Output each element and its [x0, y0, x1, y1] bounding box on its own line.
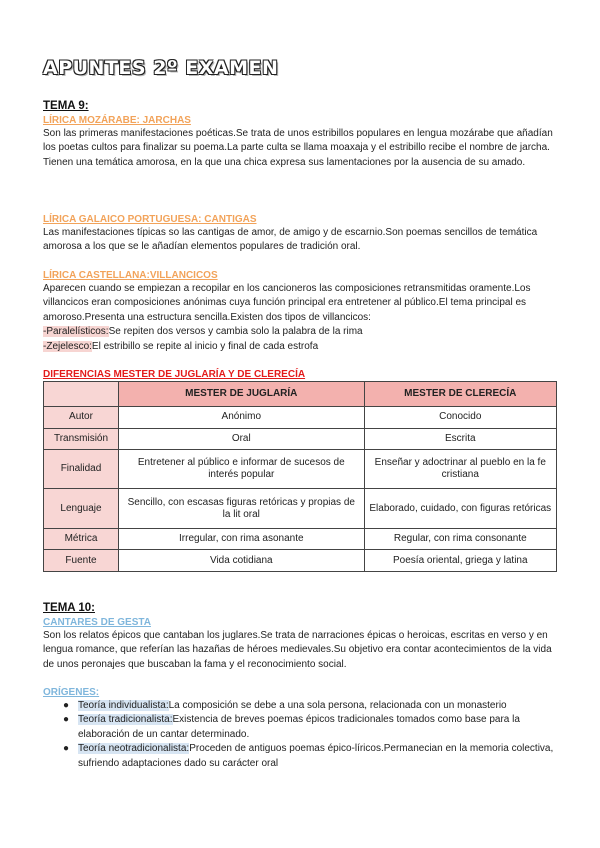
row-label: Métrica [44, 528, 119, 550]
villancicos-text [43, 282, 557, 354]
table-row [44, 528, 557, 550]
villancicos-heading: LÍRICA CASTELLANA:VILLANCICOS [43, 270, 218, 281]
cell-juglaria: Vida cotidiana [119, 550, 365, 572]
theory-text: Proceden de antiguos poemas épico-líricos.Permanecian en la memoria colectiva, sufriendo adaptaciones dado su carácter oral [78, 743, 554, 769]
jarchas-heading: LÍRICA MOZÁRABE: JARCHAS [43, 115, 191, 126]
table-corner-cell [44, 382, 119, 407]
jarchas-text [43, 127, 557, 170]
bullet-icon: ● [63, 714, 70, 726]
bullet-icon: ● [63, 700, 70, 711]
row-label: Lenguaje [44, 489, 119, 528]
jarchas-paragraph-2: Tienen una temática amorosa, en la que una chica expresa sus lamentaciones por la ausencia de su amado. [43, 156, 526, 168]
cell-juglaria: Entretener al público e informar de sucesos de interés popular [119, 450, 365, 489]
paralelisticos-text: Se repiten dos versos y cambia solo la palabra de la rima [108, 326, 363, 338]
list-item [43, 699, 557, 713]
tema9-heading: TEMA 9: [43, 100, 89, 112]
cantares-heading: CANTARES DE GESTA [43, 617, 151, 628]
table-header-row [44, 382, 557, 407]
row-label: Fuente [44, 550, 119, 572]
list-item [43, 742, 557, 771]
cantares-text [43, 629, 557, 672]
tema10-heading: TEMA 10: [43, 602, 95, 614]
cell-juglaria: Irregular, con rima asonante [119, 528, 365, 550]
cell-clerecia: Enseñar y adoctrinar al pueblo en la fe cristiana [364, 450, 556, 489]
origenes-list [43, 699, 557, 771]
cell-clerecia: Poesía oriental, griega y latina [364, 550, 556, 572]
cell-juglaria: Anónimo [119, 407, 365, 429]
paralelisticos-term: -Paralelísticos: [43, 326, 109, 338]
cantigas-heading: LÍRICA GALAICO PORTUGUESA: CANTIGAS [43, 214, 257, 225]
origenes-heading: ORÍGENES: [43, 687, 100, 698]
row-label: Transmisión [44, 428, 119, 450]
villancicos-paragraph-1: Aparecen cuando se empiezan a recopilar en los cancioneros las composiciones retransmitidas oramente.Los villancicos eran composiciones anónimas cuya función principal era entretener al público.El tema principal es amoroso.Presenta una estructura sencilla.Existen dos tipos de villancicos: [43, 283, 531, 323]
list-item [43, 713, 557, 742]
cantigas-paragraph-1: Las manifestaciones típicas so las cantigas de amor, de amigo y de escarnio.Son poemas sencillos de temática amorosa a los que se le añadían elementos populares de tradición oral. [43, 227, 538, 253]
cell-juglaria: Oral [119, 428, 365, 450]
diferencias-heading: DIFERENCIAS MESTER DE JUGLARÍA Y DE CLERECÍA [43, 369, 306, 380]
jarchas-paragraph-1: Son las primeras manifestaciones poéticas.Se trata de unos estribillos populares en lengua mozárabe que añadían los poetas cultos para finalizar su poema.La parte culta se llama moaxaja y el estribillo recibe el nombre de jarcha. [43, 128, 553, 154]
table-row [44, 489, 557, 528]
cell-clerecia: Escrita [364, 428, 556, 450]
cell-clerecia: Regular, con rima consonante [364, 528, 556, 550]
table-row [44, 550, 557, 572]
cantares-paragraph-1: Son los relatos épicos que cantaban los juglares.Se trata de narraciones épicas o heroicas, escritas en verso y en lengua romance, que referían las hazañas de héroes medievales.Su objetivo era contar acontecimientos de la vida de unos peronajes que buscaban la fama y el reconocimiento social. [43, 630, 552, 670]
cantigas-text [43, 226, 557, 255]
theory-term: Teoría neotradicionalista: [78, 743, 190, 755]
table-row [44, 407, 557, 429]
theory-text: La composición se debe a una sola persona, relacionada con un monasterio [168, 700, 507, 711]
comparison-table [43, 381, 557, 572]
page-title: APUNTES 2º EXAMEN [43, 57, 279, 79]
row-label: Finalidad [44, 450, 119, 489]
zejelesco-term: -Zejelesco: [43, 340, 92, 352]
table-row [44, 450, 557, 489]
theory-term: Teoría individualista: [78, 700, 169, 711]
column-header-juglaria: MESTER DE JUGLARÍA [119, 382, 365, 407]
cell-juglaria: Sencillo, con escasas figuras retóricas y propias de la lit oral [119, 489, 365, 528]
column-header-clerecia: MESTER DE CLERECÍA [364, 382, 556, 407]
theory-term: Teoría tradicionalista: [78, 714, 173, 726]
villancico-type-paralelisticos [43, 325, 557, 339]
row-label: Autor [44, 407, 119, 429]
theory-text: Existencia de breves poemas épicos tradicionales tomados como base para la elaboración de un cantar determinado. [78, 714, 520, 740]
villancico-type-zejelesco [43, 340, 557, 354]
cell-clerecia: Conocido [364, 407, 556, 429]
cell-clerecia: Elaborado, cuidado, con figuras retóricas [364, 489, 556, 528]
table-row [44, 428, 557, 450]
bullet-icon: ● [63, 743, 70, 755]
zejelesco-text: El estribillo se repite al inicio y final de cada estrofa [91, 340, 319, 352]
